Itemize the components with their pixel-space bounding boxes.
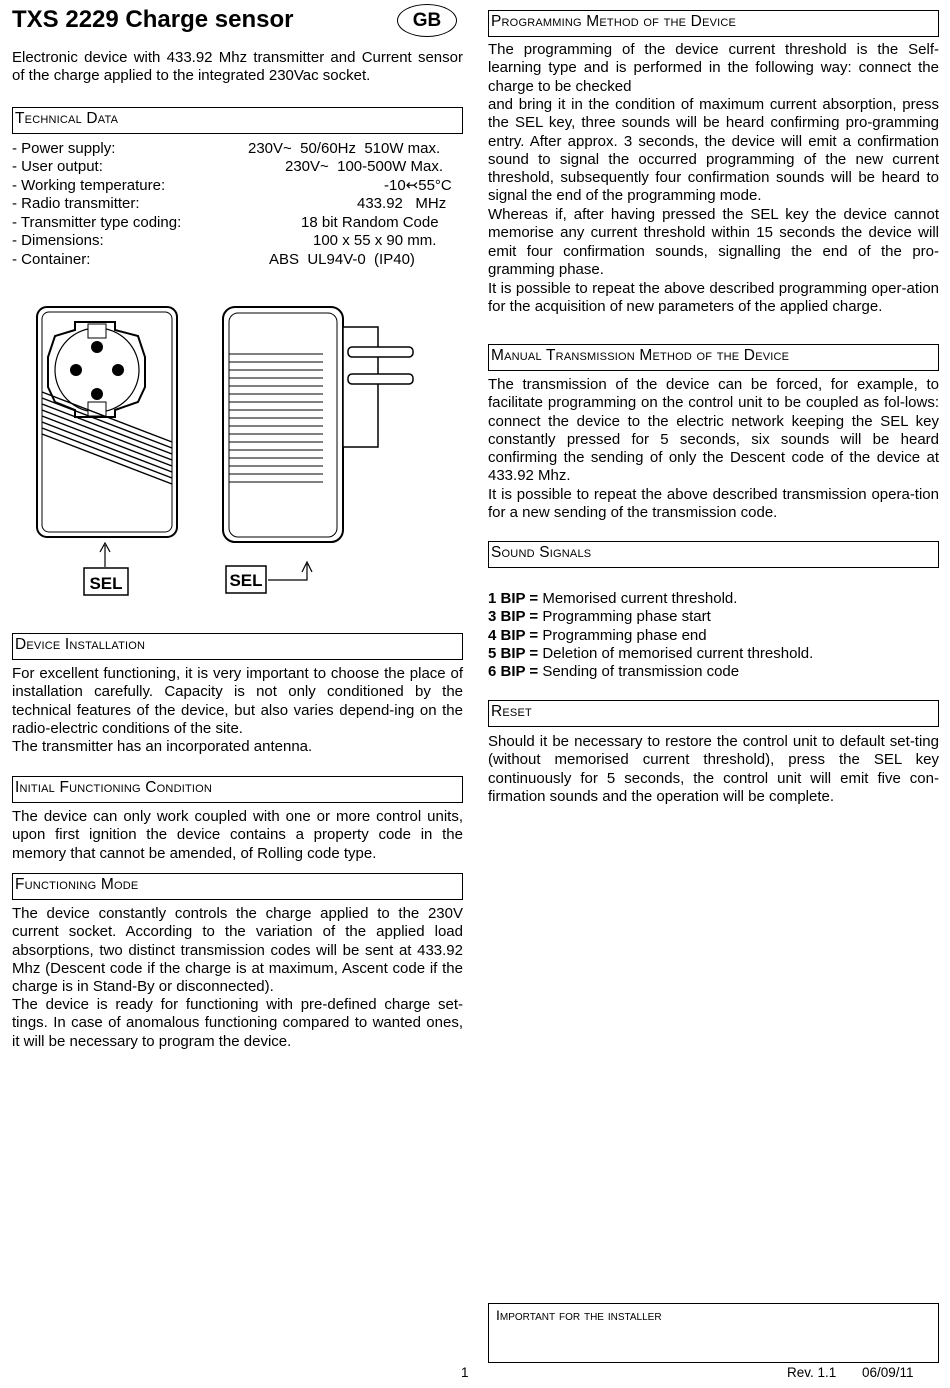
- sound-signals-list: [488, 590, 939, 681]
- spec-value: 230V~ 100-500W Max.: [285, 158, 444, 175]
- programming-text-4: It is possible to repeat the above described programming oper-ation for the acquisition of new parameters of the applied charge.: [488, 280, 939, 316]
- installer-notice-heading: Important for the installer: [496, 1307, 662, 1323]
- sel-label-front: SEL: [89, 574, 123, 593]
- spec-label: - Dimensions:: [12, 232, 104, 249]
- spec-value: 230V~ 50/60Hz 510W max.: [248, 140, 441, 157]
- list-item: 6 BIP = Sending of transmission code: [488, 663, 740, 681]
- sel-label-side: SEL: [229, 571, 263, 590]
- spec-label: - Radio transmitter:: [12, 195, 140, 212]
- programming-text-3: Whereas if, after having pressed the SEL key the device cannot memorise any current threshold within 15 seconds the device will emit four confirmation sounds, signalling the end of the pro-gramming phase.: [488, 206, 939, 278]
- language-badge: GB: [397, 4, 457, 37]
- plug-pin: [348, 347, 413, 357]
- functioning-mode-text: The device constantly controls the charge applied to the 230V current socket. According to the variation of the applied load absorptions, two distinct transmission codes will be sent at 433.92 Mhz (Descent code if the charge is at maximum, Ascent code if the charge is in Stand-By or disconnected).: [12, 905, 463, 996]
- device-illustration: [30, 302, 430, 602]
- spec-label: - Power supply:: [12, 140, 116, 157]
- initial-condition-heading: Initial Functioning Condition: [12, 776, 463, 803]
- intro-text: Electronic device with 433.92 Mhz transmitter and Current sensor of the charge applied to the integrated 230Vac socket.: [12, 49, 463, 85]
- list-item: 3 BIP = Programming phase start: [488, 608, 711, 626]
- installation-antenna-text: The transmitter has an incorporated antenna.: [12, 738, 313, 755]
- installation-text: For excellent functioning, it is very important to choose the place of installation carefully. Capacity is not only conditioned by the technical features of the device, but also varies depend-ing on the radio-electric conditions of the site.: [12, 665, 463, 737]
- installer-notice-box: [488, 1303, 939, 1363]
- list-item: 1 BIP = Memorised current threshold.: [488, 590, 738, 607]
- spec-label: - User output:: [12, 158, 103, 175]
- sound-signals-heading: Sound Signals: [488, 541, 939, 568]
- reset-text: Should it be necessary to restore the control unit to default set-ting (without memorised current threshold), press the SEL key continuously for 5 seconds, the control unit will emit five con-firmation sounds and the operation will be complete.: [488, 733, 939, 805]
- programming-text-2: and bring it in the condition of maximum current absorption, press the SEL key, three sounds will be heard confirming pro-gramming entry. After approx. 3 seconds, the device will emit a confirmation sound to signal the occurred programming of the new current threshold, subsequently four confirmation sounds will be heard to signal the end of the programming mode.: [488, 96, 939, 205]
- programming-text-1: The programming of the device current threshold is the Self-learning type and is performed in the following way: connect the charge to be checked: [488, 41, 939, 95]
- manual-transmission-heading: Manual Transmission Method of the Device: [488, 344, 939, 371]
- page-number: 1: [461, 1365, 469, 1380]
- spec-label: - Transmitter type coding:: [12, 214, 182, 231]
- document-title: TXS 2229 Charge sensor: [12, 6, 294, 33]
- functioning-mode-heading: Functioning Mode: [12, 873, 463, 900]
- spec-label: - Container:: [12, 251, 91, 268]
- plug-pin: [348, 374, 413, 384]
- list-item: 4 BIP = Programming phase end: [488, 626, 707, 644]
- device-front-view: [37, 307, 177, 595]
- manual-transmission-text-1: The transmission of the device can be forced, for example, to facilitate programming on the control unit to be coupled as fol-lows: connect the device to the electric network keeping the SEL key constantly pressed for 5 seconds, six sounds will be heard confirming the sending of only the Descent code of the device at 433.92 Mhz.: [488, 376, 939, 485]
- spec-label: - Working temperature:: [12, 177, 166, 194]
- programming-heading: Programming Method of the Device: [488, 10, 939, 37]
- spec-value: ABS UL94V-0 (IP40): [269, 251, 415, 268]
- device-side-view: [223, 307, 413, 593]
- spec-value: 100 x 55 x 90 mm.: [313, 232, 437, 249]
- spec-value: 433.92 MHz: [357, 195, 447, 212]
- reset-heading: Reset: [488, 700, 939, 727]
- installation-heading: Device Installation: [12, 633, 463, 660]
- manual-transmission-text-2: It is possible to repeat the above described transmission opera-tion for a new sending of the transmission code.: [488, 486, 939, 522]
- list-item: 5 BIP = Deletion of memorised current threshold.: [488, 644, 814, 662]
- functioning-mode-text-2: The device is ready for functioning with pre-defined charge set-tings. In case of anomalous functioning compared to wanted ones, it will be necessary to program the device.: [12, 996, 463, 1050]
- spec-value: 18 bit Random Code: [301, 214, 439, 231]
- spec-value: -10↢55°C: [384, 177, 452, 194]
- initial-condition-text: The device can only work coupled with one or more control units, upon first ignition the device contains a property code in the memory that cannot be amended, of Rolling code type.: [12, 808, 463, 862]
- revision-date: 06/09/11: [862, 1365, 914, 1380]
- revision: Rev. 1.1: [787, 1365, 837, 1380]
- technical-data-heading: Technical Data: [12, 107, 463, 134]
